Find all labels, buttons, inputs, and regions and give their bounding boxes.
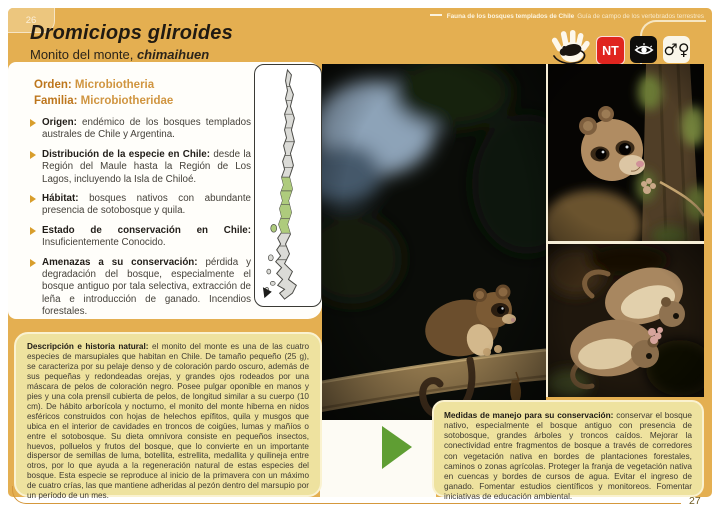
bullet-triangle-icon (30, 259, 36, 267)
header-dash-icon (430, 14, 442, 16)
mouse-in-hand-icon (551, 28, 591, 65)
green-arrow-icon (382, 426, 414, 470)
description-text: el monito del monte es una de las cuatro especies de marsupiales que habitan en Chile. De tamaño pequeño (25 g), se caracteriza por su pelaje denso y de coloración pardo oscuro, además de sus pequeñas y redondeadas orejas, y grandes ojos rodeados por una máscara de pelos de coloración negro. Posee pulgar oponible en manos y pies y una cola prensil cubierta de pelos, de longitud similar a su cuerpo (10 cm). De hábito arborícola y nocturno, el monito del monte hiberna en nidos esféricos construidos con hojas de helechos epífitos, quila y musgos que ubica en el interior de cavidades en troncos de coigües, lumas y mañíos o entre el sotobosque. Su dieta omnívora consiste en pequeños insectos, huevos, polluelos y frutos del bosque, que lo convierte en un importante dispersor de semillas de luma, botellita, estrellita, medallita y quilineja entre otros, por lo que ayuda a la regeneración natural de estas especies del bosque. Esta especie se reproduce al inicio de la primavera con un máximo de cuatro crías, las que mantiene adheridas al pezón dentro del marsupio por un período de un mes. (27, 342, 310, 501)
orden-row (34, 77, 173, 93)
chile-range-map (254, 64, 322, 307)
orden-value: Microbiotheria (74, 79, 155, 91)
fact-habitat (30, 193, 251, 218)
orden-label: Orden: (34, 79, 72, 91)
fact-label: Origen: (42, 117, 77, 128)
fact-text: desde la Región del Maule hasta la Región de Los Lagos, incluyendo la Isla de Chiloé. (42, 148, 251, 185)
fact-list (30, 117, 251, 326)
fact-label: Hábitat: (42, 193, 79, 205)
fact-label: Estado de conservación en Chile: (42, 224, 251, 236)
description-box (14, 332, 322, 501)
familia-row (34, 93, 173, 109)
eye-icon (630, 36, 657, 63)
bullet-triangle-icon (30, 151, 36, 159)
taxonomy-block (34, 77, 173, 109)
description-label: Descripción e historia natural: (27, 342, 149, 351)
management-text: conservar el bosque nativo, especialmente el bosque antiguo con presencia de sotobosque, grandes árboles y troncos caídos. Mejorar la conectividad entre fragmentos de bosque a través de corredores con vegetación nativa en bordes de plantaciones forestales, caminos o zonas agrícolas. Proteger la franja de vegetación nativa en cuencas y bordes de cursos de agua. Evitar el ingreso de ganado. Fomentar estudios científicos y monitoreos. Fomentar iniciativas de educación ambiental. (444, 410, 692, 502)
species-common-name (30, 47, 209, 62)
fact-label: Distribución de la especie en Chile: (42, 148, 210, 160)
photo-monito-on-trunk-art (548, 64, 704, 241)
fact-amenazas (30, 257, 251, 319)
fact-text: Insuficientemente Conocido. (42, 237, 166, 249)
male-female-icon: ♂♀ (663, 36, 690, 63)
book-subtitle: Guía de campo de los vertebrados terrestres (577, 13, 704, 20)
fact-text: pérdida y degradación del bosque, especialmente el bosque antiguo por tala selectiva, extracción de leña e introducción de ganado. Incendios forestales. (42, 256, 251, 318)
page-number-right: 27 (689, 495, 701, 507)
bullet-triangle-icon (30, 195, 36, 203)
native-name-text: chimaihuen (136, 47, 210, 62)
fact-origen (30, 117, 251, 142)
photo-monito-pair-art (548, 244, 704, 397)
familia-label: Familia: (34, 95, 78, 107)
fact-distribucion (30, 149, 251, 186)
page-number-left: 26 (8, 8, 55, 33)
chile-map-figure (255, 65, 320, 305)
fact-text: endémico de los bosques templados australes de Chile y Argentina. (42, 117, 251, 141)
familia-value: Microbiotheridae (80, 95, 174, 107)
photo-monito-on-branch (322, 64, 546, 420)
book-title: Fauna de los bosques templados de Chile (446, 13, 575, 20)
bullet-triangle-icon (30, 119, 36, 127)
management-label: Medidas de manejo para su conservación: (444, 410, 614, 420)
photo-monito-on-trunk (548, 64, 704, 241)
fact-label: Amenazas a su conservación: (42, 256, 198, 268)
common-name-text: Monito del monte, (30, 47, 137, 62)
book-header (430, 13, 704, 20)
photo-monito-on-branch-art (322, 64, 546, 420)
bullet-triangle-icon (30, 227, 36, 235)
photo-monito-pair-nest (548, 244, 704, 397)
conservation-status-badge: NT (596, 36, 625, 65)
fact-text: bosques nativos con abundante presencia de sotobosque y quila. (42, 193, 251, 217)
fact-estado-conservacion (30, 225, 251, 250)
eye-glyph (633, 39, 655, 61)
species-scientific-name: Dromiciops gliroides (30, 22, 233, 44)
footer-rule (12, 486, 681, 504)
